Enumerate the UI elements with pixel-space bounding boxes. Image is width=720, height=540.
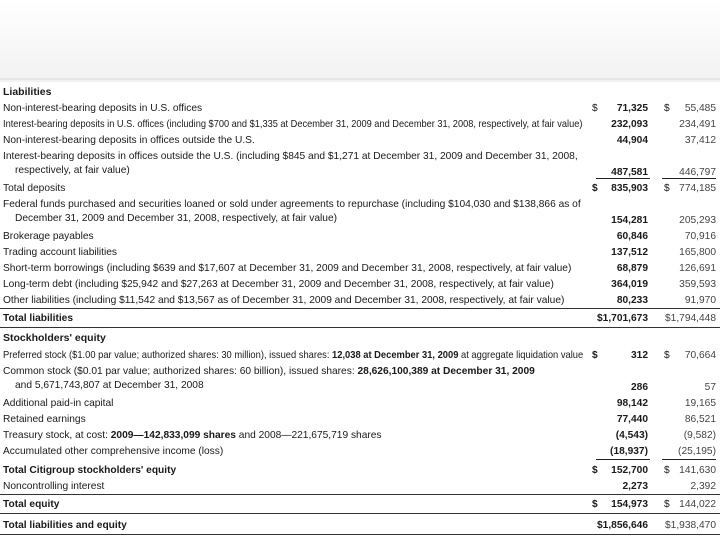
row-label: Noncontrolling interest [3,481,105,492]
value-2009: 44,904 [616,135,648,146]
value-2009: 60,846 [616,231,648,242]
row-label: Interest-bearing deposits in U.S. offices (including $700 and $1,335 at December 31, 2009 and December 31, 2008, respectively, at fair value) [3,119,583,130]
value-2009: 232,093 [611,119,648,130]
equity-heading: Stockholders' equity [3,332,106,344]
value-2009: (18,937) [610,446,648,457]
value-2008: (25,195) [678,446,716,457]
value-2009: 2,273 [622,481,648,492]
value-2009: $1,701,673 [597,313,648,324]
value-2008: 2,392 [690,481,716,492]
row-label: Total equity [3,499,60,510]
value-2008: 205,293 [679,215,716,226]
currency-2008: $ [664,103,670,114]
row-label-line1: Interest-bearing deposits in offices outside the U.S. (including $845 and $1,271 at December 31, 2009 and December 31, 2008, [3,151,578,162]
row-label [3,199,581,224]
value-2009: 312 [631,350,648,361]
row-label-text: Common stock ($0.01 par value; authorized shares: 60 billion), issued shares: [3,366,358,377]
subtotal-rule-2008 [662,178,716,179]
value-2008: (9,582) [683,430,716,441]
value-2008: 37,412 [684,135,716,146]
value-2008: 91,970 [684,295,716,306]
value-2008: 19,165 [684,398,716,409]
row-label: Total Citigroup stockholders' equity [3,465,177,476]
row-label: Trading account liabilities [3,247,118,258]
section-rule [0,494,720,495]
value-2009: 77,440 [616,414,648,425]
value-2009: 80,233 [616,295,648,306]
row-label-tail: and 2008—221,675,719 shares [235,430,382,441]
row-label [3,151,581,176]
value-2008: 359,593 [679,279,716,290]
row-label-text: Treasury stock, at cost: [3,430,111,441]
value-2009: 487,581 [611,167,648,178]
value-2008: 165,800 [679,247,716,258]
value-2008: 70,664 [684,350,716,361]
row-label: Total deposits [3,183,66,194]
value-2008: 70,916 [684,231,716,242]
subtotal-rule-2008 [662,459,716,460]
value-2009: $1,856,646 [597,520,648,531]
row-label: Additional paid-in capital [3,398,114,409]
value-2008: 126,691 [679,263,716,274]
currency-2008: $ [664,350,670,361]
balance-sheet [0,84,720,540]
currency-2009: $ [592,103,598,114]
subtotal-rule-2009 [596,178,650,179]
value-2008: 144,022 [679,499,716,510]
value-2009: 286 [631,382,648,393]
row-label: Retained earnings [3,414,86,425]
value-2009: 835,903 [611,183,648,194]
currency-2008: $ [664,183,670,194]
value-2008: 55,485 [684,103,716,114]
value-2009: 154,973 [611,499,648,510]
value-2009: (4,543) [615,430,648,441]
value-2009: 364,019 [611,279,648,290]
section-rule [0,308,720,309]
row-label-line2: and 5,671,743,807 at December 31, 2008 [15,380,204,392]
row-label: Non-interest-bearing deposits in offices outside the U.S. [3,135,255,146]
row-label-line2: respectively, at fair value) [15,165,130,177]
row-label-text: Preferred stock ($1.00 par value; authorized shares: 30 million), issued shares: [3,350,333,361]
row-label-emphasis: 12,038 at December 31, 2009 [332,350,459,361]
row-label: Total liabilities and equity [3,520,127,531]
row-label-tail: at aggregate liquidation value [458,350,584,361]
value-2008: 141,630 [679,465,716,476]
currency-2009: $ [592,499,598,510]
section-rule [0,513,720,514]
currency-2009: $ [592,350,598,361]
row-label: Total liabilities [3,313,74,324]
row-label: Brokerage payables [3,231,94,242]
value-2008: $1,794,448 [665,313,716,324]
row-label: Short-term borrowings (including $639 and $17,607 at December 31, 2009 and December 31, 2008, respectively, at fair value) [3,263,572,274]
row-label: Accumulated other comprehensive income (loss) [3,446,224,457]
row-label-emphasis: 2009—142,833,099 shares [110,430,236,441]
row-label [3,430,581,441]
row-label-line2: December 31, 2009 and December 31, 2008, respectively, at fair value) [15,213,338,225]
value-2008: 446,797 [679,167,716,178]
row-label-line1: Federal funds purchased and securities loaned or sold under agreements to repurchase (including $104,030 and $138,866 as of [3,199,581,210]
row-label: Long-term debt (including $25,942 and $27,263 at December 31, 2009 and December 31, 2008, respectively, at fair value) [3,279,554,290]
section-rule [0,534,720,535]
value-2009: 98,142 [616,398,648,409]
value-2009: 152,700 [611,465,648,476]
currency-2009: $ [592,183,598,194]
liabilities-heading: Liabilities [3,86,52,98]
value-2009: 154,281 [611,215,648,226]
currency-2008: $ [664,499,670,510]
row-label: Other liabilities (including $11,542 and $13,567 as of December 31, 2009 and December 31, 2008, respectively, at fair value) [3,295,565,306]
value-2008: 234,491 [679,119,716,130]
currency-2009: $ [592,465,598,476]
value-2008: 86,521 [684,414,716,425]
value-2009: 68,879 [616,263,648,274]
value-2008: $1,938,470 [665,520,716,531]
row-label [3,350,584,361]
value-2009: 137,512 [611,247,648,258]
value-2009: 71,325 [616,103,648,114]
value-2008: 57 [704,382,716,393]
value-2008: 774,185 [679,183,716,194]
header-divider [0,78,720,80]
row-label-emphasis: 28,626,100,389 at December 31, 2009 [357,366,535,377]
slide-header-band [0,0,720,82]
section-rule [0,327,720,328]
currency-2008: $ [664,465,670,476]
row-label [3,366,581,391]
row-label: Non-interest-bearing deposits in U.S. offices [3,103,203,114]
subtotal-rule-2009 [596,459,650,460]
